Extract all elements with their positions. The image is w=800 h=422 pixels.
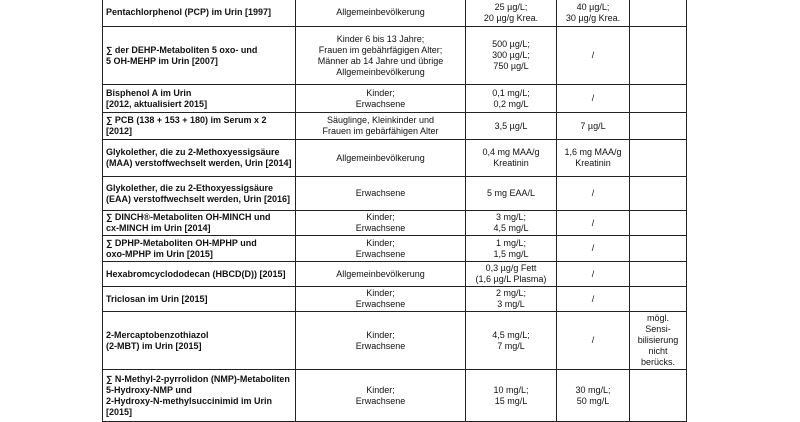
hbm1-cell: 2 mg/L; 3 mg/L <box>466 287 557 312</box>
note-cell <box>630 236 687 262</box>
table-row <box>103 287 687 312</box>
population-cell: Kinder; Erwachsene <box>296 211 466 236</box>
hbm2-cell: 40 µg/L; 30 µg/g Krea. <box>557 0 630 27</box>
hbm1-cell: 500 µg/L; 300 µg/L; 750 µg/L <box>466 27 557 85</box>
substance-cell: Glykolether, die zu 2-Methoxyessigsäure (MAA) verstoffwechselt werden, Urin [2014] <box>103 140 296 177</box>
population-cell: Säuglinge, Kleinkinder und Frauen im gebärfähigen Alter <box>296 113 466 140</box>
note-cell <box>630 177 687 211</box>
hbm2-cell: / <box>557 312 630 370</box>
population-cell: Kinder; Erwachsene <box>296 85 466 113</box>
hbm2-cell: / <box>557 27 630 85</box>
table-row <box>103 0 687 27</box>
hbm1-cell: 4,5 mg/L; 7 mg/L <box>466 312 557 370</box>
substance-cell: Glykolether, die zu 2-Ethoxyessigsäure (EAA) verstoffwechselt werden, Urin [2016] <box>103 177 296 211</box>
hbm-values-table <box>102 0 687 422</box>
table-row <box>103 85 687 113</box>
population-cell: Kinder; Erwachsene <box>296 370 466 422</box>
note-cell <box>630 140 687 177</box>
note-cell <box>630 113 687 140</box>
substance-cell: Pentachlorphenol (PCP) im Urin [1997] <box>103 0 296 27</box>
hbm1-cell: 10 mg/L; 15 mg/L <box>466 370 557 422</box>
hbm1-cell: 0,4 mg MAA/g Kreatinin <box>466 140 557 177</box>
substance-cell: Hexabromcyclododecan (HBCD(D)) [2015] <box>103 262 296 287</box>
note-cell: mögl. Sensi- bilisierung nicht berücks. <box>630 312 687 370</box>
hbm1-cell: 3 mg/L; 4,5 mg/L <box>466 211 557 236</box>
substance-cell: Bisphenol A im Urin [2012, aktualisiert 2015] <box>103 85 296 113</box>
table-row <box>103 236 687 262</box>
substance-cell: Triclosan im Urin [2015] <box>103 287 296 312</box>
table-row <box>103 211 687 236</box>
population-cell: Allgemeinbevölkerung <box>296 0 466 27</box>
population-cell: Kinder; Erwachsene <box>296 312 466 370</box>
note-cell <box>630 0 687 27</box>
substance-cell: ∑ DPHP-Metaboliten OH-MPHP und oxo-MPHP im Urin [2015] <box>103 236 296 262</box>
table-row <box>103 27 687 85</box>
table-row <box>103 177 687 211</box>
note-cell <box>630 262 687 287</box>
population-cell: Kinder 6 bis 13 Jahre; Frauen im gebährfägigen Alter; Männer ab 14 Jahre und übrige Allgemeinbevölkerung <box>296 27 466 85</box>
table-row <box>103 370 687 422</box>
note-cell <box>630 85 687 113</box>
hbm-values-table-sheet <box>102 0 686 422</box>
table-row <box>103 312 687 370</box>
hbm1-cell: 1 mg/L; 1,5 mg/L <box>466 236 557 262</box>
hbm2-cell: / <box>557 262 630 287</box>
table-row <box>103 113 687 140</box>
note-cell <box>630 211 687 236</box>
hbm1-cell: 0,1 mg/L; 0,2 mg/L <box>466 85 557 113</box>
hbm2-cell: / <box>557 211 630 236</box>
note-cell <box>630 370 687 422</box>
substance-cell: 2-Mercaptobenzothiazol (2-MBT) im Urin [2015] <box>103 312 296 370</box>
hbm2-cell: / <box>557 85 630 113</box>
substance-cell: ∑ DINCH®-Metaboliten OH-MINCH und cx-MINCH im Urin [2014] <box>103 211 296 236</box>
note-cell <box>630 287 687 312</box>
substance-cell: ∑ N-Methyl-2-pyrrolidon (NMP)-Metaboliten 5-Hydroxy-NMP und 2-Hydroxy-N-methylsuccinimid im Urin [2015] <box>103 370 296 422</box>
hbm1-cell: 5 mg EAA/L <box>466 177 557 211</box>
hbm2-cell: 1,6 mg MAA/g Kreatinin <box>557 140 630 177</box>
population-cell: Kinder; Erwachsene <box>296 287 466 312</box>
hbm1-cell: 25 µg/L; 20 µg/g Krea. <box>466 0 557 27</box>
population-cell: Kinder; Erwachsene <box>296 236 466 262</box>
hbm1-cell: 3,5 µg/L <box>466 113 557 140</box>
hbm2-cell: / <box>557 177 630 211</box>
table-row <box>103 140 687 177</box>
table-row <box>103 262 687 287</box>
population-cell: Erwachsene <box>296 177 466 211</box>
substance-cell: ∑ der DEHP-Metaboliten 5 oxo- und 5 OH-MEHP im Urin [2007] <box>103 27 296 85</box>
note-cell <box>630 27 687 85</box>
population-cell: Allgemeinbevölkerung <box>296 262 466 287</box>
population-cell: Allgemeinbevölkerung <box>296 140 466 177</box>
table-body <box>103 0 687 422</box>
hbm2-cell: / <box>557 287 630 312</box>
substance-cell: ∑ PCB (138 + 153 + 180) im Serum x 2 [2012] <box>103 113 296 140</box>
hbm2-cell: 7 µg/L <box>557 113 630 140</box>
hbm2-cell: 30 mg/L; 50 mg/L <box>557 370 630 422</box>
hbm1-cell: 0,3 µg/g Fett (1,6 µg/L Plasma) <box>466 262 557 287</box>
hbm2-cell: / <box>557 236 630 262</box>
